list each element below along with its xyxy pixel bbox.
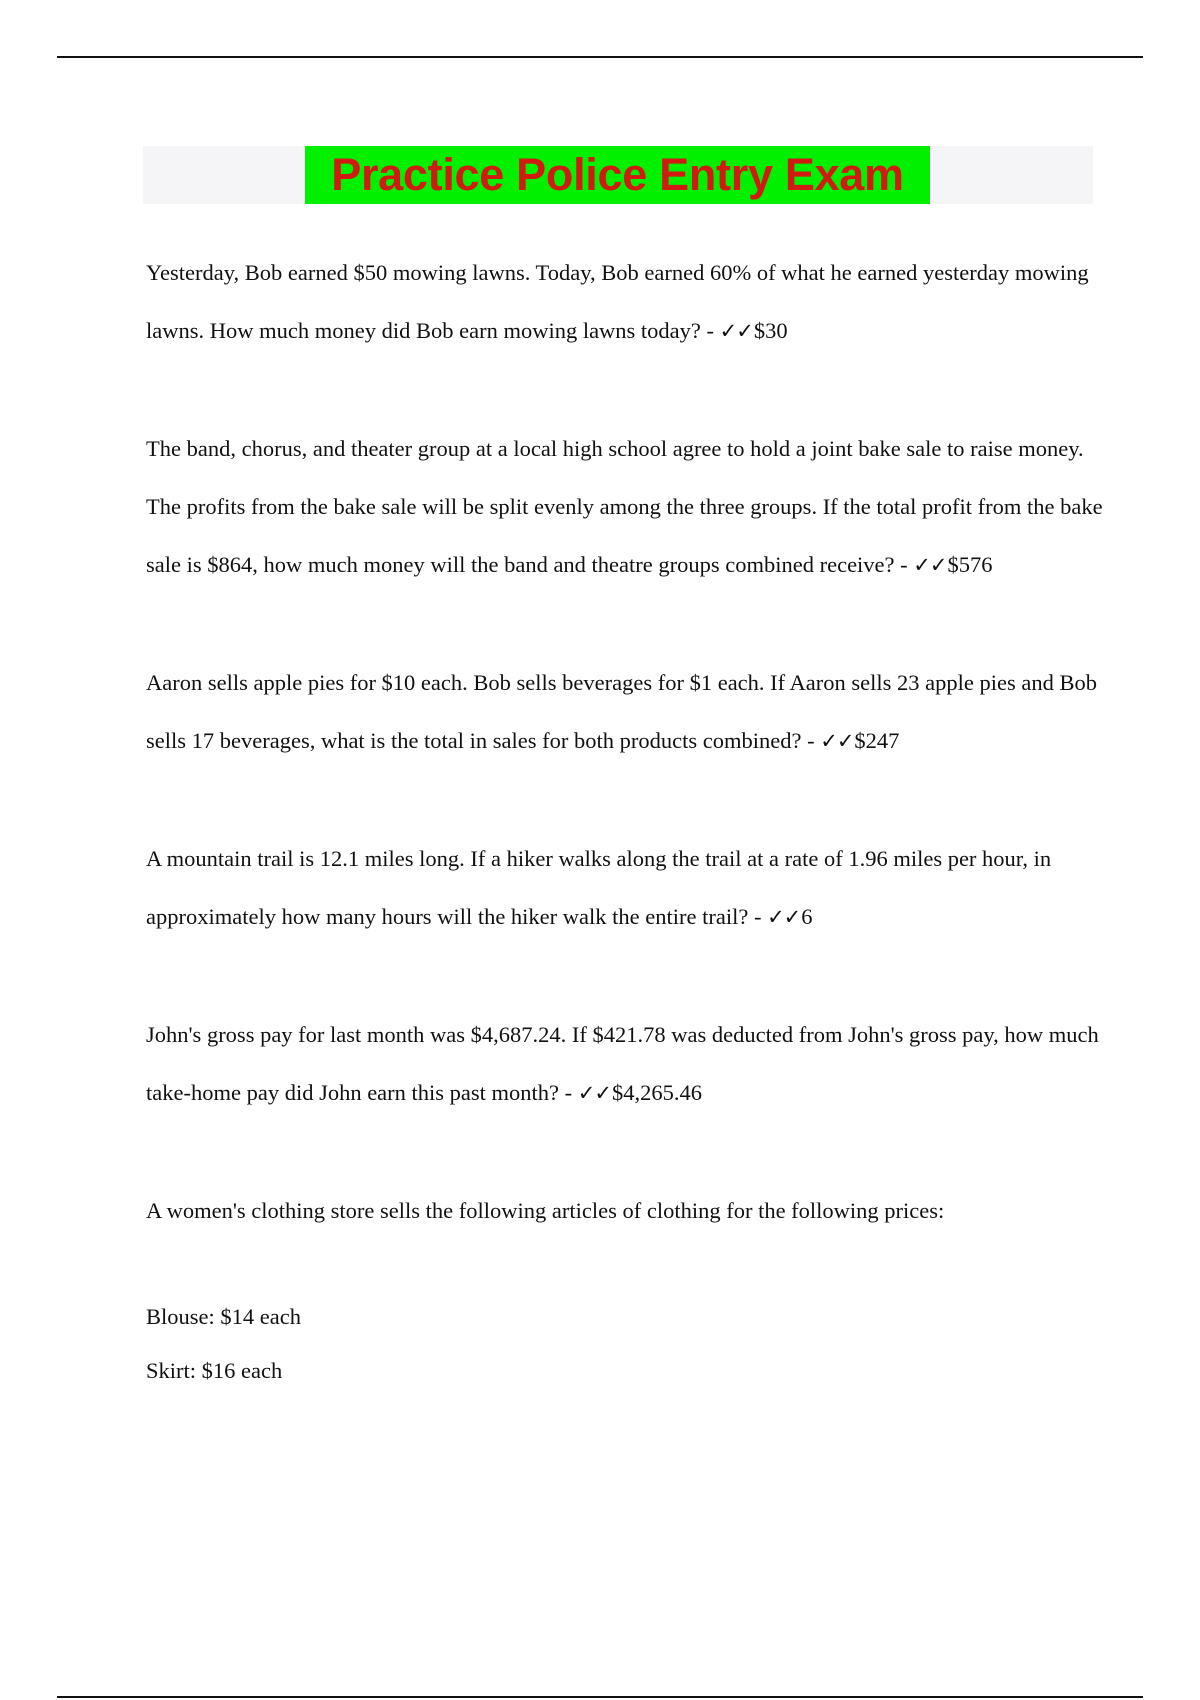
bottom-rule — [57, 1696, 1143, 1698]
store-intro: A women's clothing store sells the following articles of clothing for the following prices: — [146, 1198, 945, 1223]
answer-text: $576 — [947, 552, 993, 577]
price-item-blouse: Blouse: $14 each — [146, 1304, 301, 1329]
page-title: Practice Police Entry Exam — [331, 149, 904, 200]
answer-text: $247 — [854, 728, 900, 753]
double-check-icon: ✓✓ — [719, 319, 753, 343]
double-check-icon: ✓✓ — [577, 1081, 611, 1105]
answer-text: $30 — [753, 318, 788, 343]
double-check-icon: ✓✓ — [913, 553, 947, 577]
double-check-icon: ✓✓ — [767, 905, 801, 929]
question-text: Aaron sells apple pies for $10 each. Bob sells beverages for $1 each. If Aaron sells 23 apple pies and Bob sells 17 beverages, what is the total in sales for both products combined? - — [146, 670, 1097, 753]
double-check-icon: ✓✓ — [820, 729, 854, 753]
top-rule — [57, 56, 1143, 58]
price-item-skirt: Skirt: $16 each — [146, 1358, 283, 1383]
question-5 — [146, 1006, 1106, 1122]
question-1 — [146, 244, 1106, 360]
question-text: The band, chorus, and theater group at a local high school agree to hold a joint bake sale to raise money. The profits from the bake sale will be split evenly among the three groups. If the total profit from the bake sale is $864, how much money will the band and theatre groups combined receive? - — [146, 436, 1103, 577]
document-body — [146, 244, 1106, 1398]
title-highlight — [305, 146, 930, 204]
question-4 — [146, 830, 1106, 946]
question-text: John's gross pay for last month was $4,687.24. If $421.78 was deducted from John's gross pay, how much take-home pay did John earn this past month? - — [146, 1022, 1099, 1105]
question-3 — [146, 654, 1106, 770]
question-2 — [146, 420, 1106, 594]
price-list — [146, 1290, 1106, 1398]
question-text: A mountain trail is 12.1 miles long. If a hiker walks along the trail at a rate of 1.96 miles per hour, in approximately how many hours will the hiker walk the entire trail? - — [146, 846, 1052, 929]
answer-text: 6 — [801, 904, 813, 929]
answer-text: $4,265.46 — [611, 1080, 702, 1105]
question-text: Yesterday, Bob earned $50 mowing lawns. Today, Bob earned 60% of what he earned yesterday mowing lawns. How much money did Bob earn mowing lawns today? - — [146, 260, 1089, 343]
